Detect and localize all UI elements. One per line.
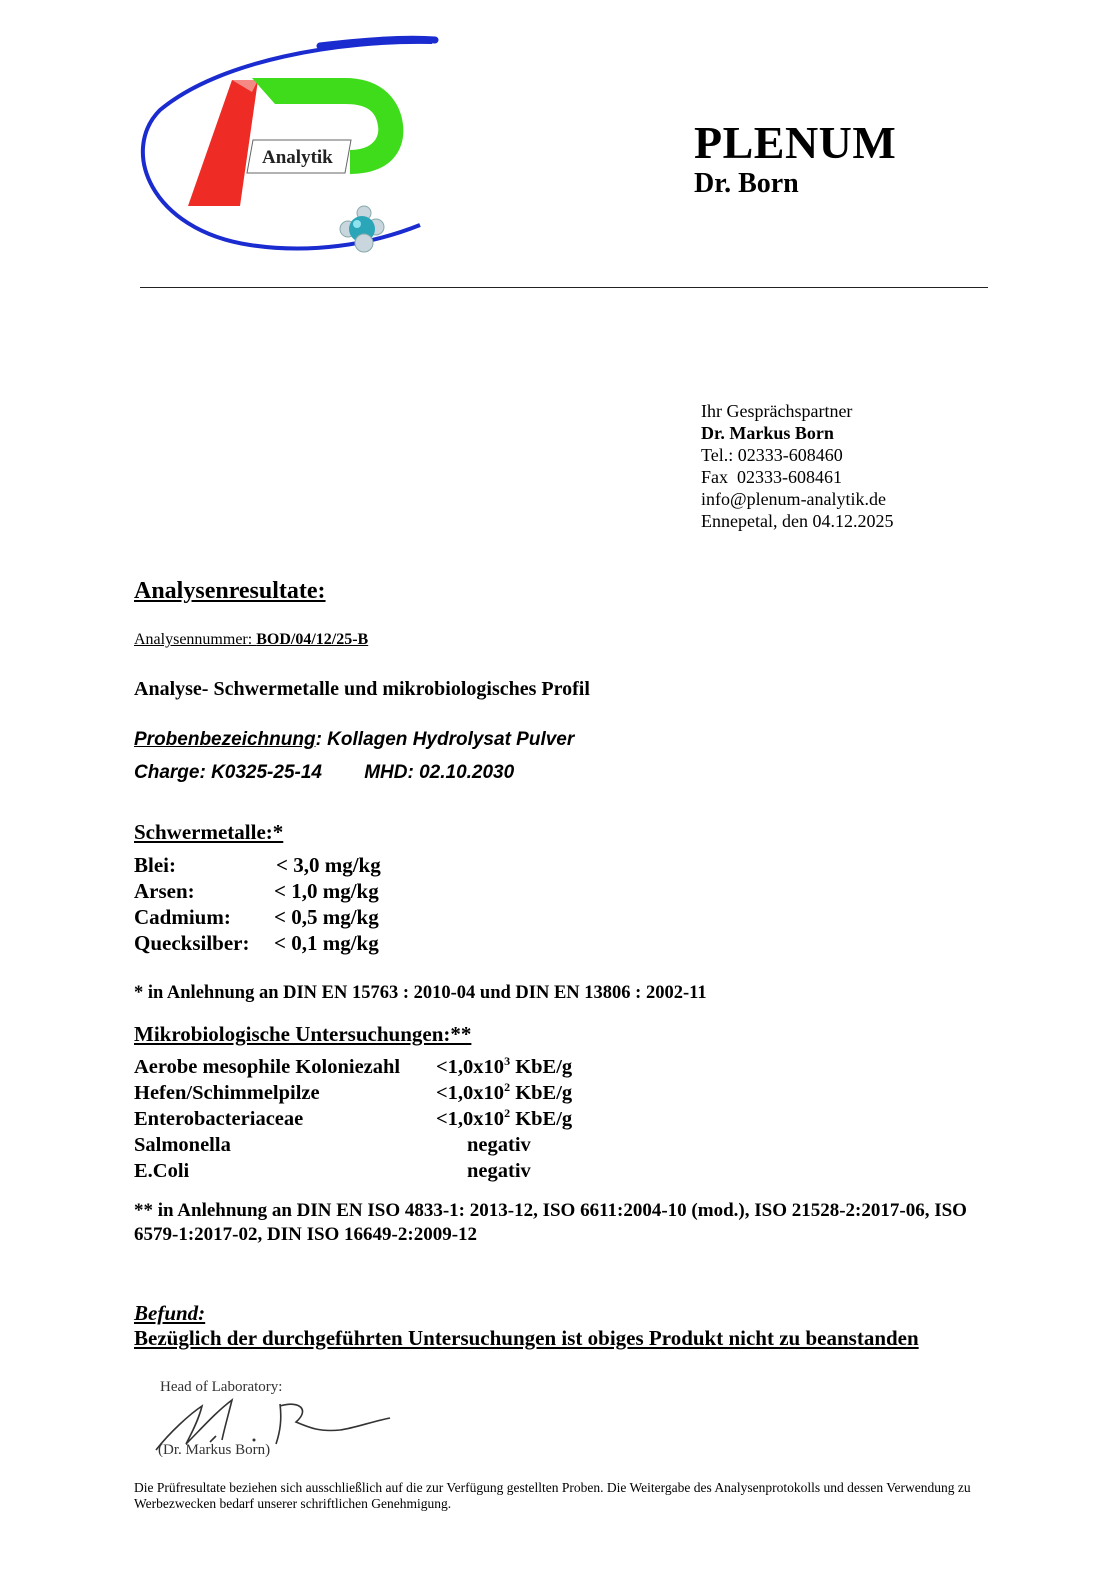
finding-heading: Befund: xyxy=(134,1301,206,1325)
metal-value: < 3,0 mg/kg xyxy=(276,853,381,877)
analysis-number-label: Analysennummer: xyxy=(134,631,257,648)
heavy-metals-heading: Schwermetalle:* xyxy=(134,820,284,844)
heavy-metals-table xyxy=(134,852,381,956)
micro-row xyxy=(134,1158,572,1184)
logo-red-stroke xyxy=(188,80,258,206)
analysis-number: BOD/04/12/25-B xyxy=(256,631,369,648)
heavy-metal-row xyxy=(134,878,381,904)
disclaimer: Die Prüfresultate beziehen sich ausschließlich auf die zur Verfügung gestellten Proben. Die Weitergabe des Analysenprotokolls und dessen Verwendung zu Werbezwecken bedarf unserer schriftlichen Genehmigung. xyxy=(134,1480,971,1511)
analysis-title: Analyse- Schwermetalle und mikrobiologisches Profil xyxy=(134,678,590,700)
contact-fax: Fax 02333-608461 xyxy=(701,467,842,487)
heavy-metal-row xyxy=(134,852,381,878)
micro-result: negativ xyxy=(467,1160,531,1182)
micro-name: Aerobe mesophile Koloniezahl xyxy=(134,1056,401,1078)
finding-text: Bezüglich der durchgeführten Untersuchungen ist obiges Produkt nicht zu beanstanden xyxy=(134,1326,919,1350)
micro-row xyxy=(134,1106,572,1132)
micro-row xyxy=(134,1054,572,1080)
charge: Charge: K0325-25-14 xyxy=(134,762,322,783)
contact-email: info@plenum-analytik.de xyxy=(701,489,887,509)
heavy-metal-row xyxy=(134,904,381,930)
company-name: PLENUM xyxy=(694,117,897,168)
metal-name: Cadmium: xyxy=(134,905,231,929)
contact-name: Dr. Markus Born xyxy=(701,423,834,443)
micro-name: Hefen/Schimmelpilze xyxy=(134,1082,320,1104)
sample-value: : Kollagen Hydrolysat Pulver xyxy=(315,729,575,750)
company-subtitle: Dr. Born xyxy=(694,168,799,199)
micro-name: Salmonella xyxy=(134,1134,231,1156)
contact-place-date: Ennepetal, den 04.12.2025 xyxy=(701,511,894,531)
micro-value: $<1,0x10^2$ KbE/g xyxy=(436,1080,573,1104)
micro-name: Enterobacteriaceae xyxy=(134,1108,304,1130)
metal-name: Arsen: xyxy=(134,879,195,903)
metal-name: Quecksilber: xyxy=(134,931,250,955)
sample-label: Probenbezeichnung xyxy=(134,729,316,750)
results-heading: Analysenresultate: xyxy=(134,578,326,604)
micro-result: negativ xyxy=(467,1134,531,1156)
contact-intro: Ihr Gesprächspartner xyxy=(701,401,853,421)
sample-line xyxy=(134,729,574,751)
header-divider xyxy=(140,287,988,288)
charge-line xyxy=(134,762,514,784)
metal-value: < 0,1 mg/kg xyxy=(274,931,379,955)
mhd: MHD: 02.10.2030 xyxy=(364,762,515,783)
metal-name: Blei: xyxy=(134,853,176,877)
heavy-metal-row xyxy=(134,930,381,956)
signature-name: (Dr. Markus Born) xyxy=(158,1442,271,1458)
metal-value: < 1,0 mg/kg xyxy=(274,879,379,903)
contact-tel: Tel.: 02333-608460 xyxy=(701,445,843,465)
heavy-metals-footnote: * in Anlehnung an DIN EN 15763 : 2010-04 und DIN EN 13806 : 2002-11 xyxy=(134,983,707,1003)
analysis-number-line xyxy=(134,631,368,649)
micro-footnote: ** in Anlehnung an DIN EN ISO 4833-1: 2013-12, ISO 6611:2004-10 (mod.), ISO 21528-2:2017-06, ISO 6579-1:2017-02, DIN ISO 16649-2:2009-12 xyxy=(134,1200,967,1245)
micro-name: E.Coli xyxy=(134,1160,190,1182)
micro-row xyxy=(134,1080,572,1106)
contact-block xyxy=(701,400,893,532)
micro-value: $<1,0x10^2$ KbE/g xyxy=(436,1106,573,1130)
metal-value: < 0,5 mg/kg xyxy=(274,905,379,929)
micro-heading: Mikrobiologische Untersuchungen:** xyxy=(134,1022,472,1046)
logo-analytik-text: Analytik xyxy=(262,147,333,168)
micro-table xyxy=(134,1054,572,1184)
signature-role: Head of Laboratory: xyxy=(160,1379,283,1395)
plenum-analytik-logo xyxy=(140,30,440,270)
micro-row xyxy=(134,1132,572,1158)
micro-value: $<1,0x10^3$ KbE/g xyxy=(436,1054,573,1078)
